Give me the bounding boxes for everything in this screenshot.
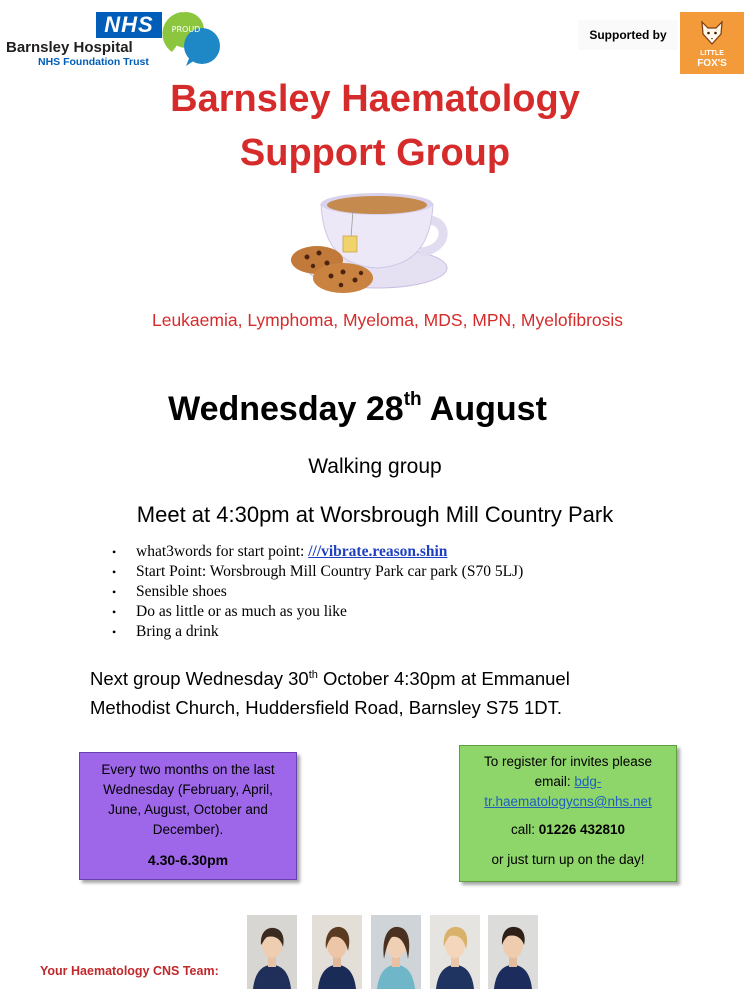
supported-by-label: Supported by <box>578 20 678 50</box>
walk-in-note: or just turn up on the day! <box>491 852 645 867</box>
list-item <box>112 542 523 562</box>
list-item: • Sensible shoes <box>112 582 523 602</box>
next-group-line1 <box>90 664 570 693</box>
meeting-point: Meet at 4:30pm at Worsbrough Mill Country Park <box>136 502 614 527</box>
register-box <box>459 745 677 882</box>
teacup-icon <box>285 180 455 302</box>
trust-name: NHS Foundation Trust <box>38 56 149 68</box>
phone-line <box>466 820 670 840</box>
next-group-info <box>90 664 570 722</box>
list-item: • Bring a drink <box>112 622 523 642</box>
conditions-list: Leukaemia, Lymphoma, Myeloma, MDS, MPN, Myelofibrosis <box>151 310 624 330</box>
team-photo <box>430 915 480 989</box>
title-line1: Barnsley Haematology <box>170 78 580 120</box>
activity-type: Walking group <box>308 455 442 478</box>
register-intro: To register for invites please email: <box>483 754 653 789</box>
sponsor-line1: LITTLE <box>700 50 724 57</box>
schedule-text: Every two months on the last Wednesday (February, April, June, August, October and December). <box>101 762 275 837</box>
what3words-link[interactable]: ///vibrate.reason.shin <box>308 543 448 560</box>
date-prefix: Wednesday 28 <box>168 390 404 428</box>
team-photo <box>312 915 362 989</box>
proud-logo-text: PROUD <box>171 25 201 34</box>
phone-number: 01226 432810 <box>538 822 626 837</box>
schedule-box <box>79 752 297 880</box>
hospital-name: Barnsley Hospital <box>6 39 133 56</box>
next-group-part1: Next group Wednesday 30 <box>90 668 309 689</box>
next-group-sup: th <box>308 669 318 681</box>
date-suffix: August <box>421 390 547 428</box>
event-info-list <box>112 542 523 642</box>
team-label: Your Haematology CNS Team: <box>40 964 219 978</box>
schedule-time: 4.30-6.30pm <box>147 852 229 868</box>
date-sup: th <box>403 389 422 410</box>
sponsor-line2: FOX'S <box>697 58 727 69</box>
team-photo <box>488 915 538 989</box>
next-group-line2: Methodist Church, Huddersfield Road, Barnsley S75 1DT. <box>90 697 562 718</box>
sponsor-logo <box>680 12 744 74</box>
email-link[interactable]: bdg-tr.haematologycns@nhs.net <box>484 774 652 809</box>
nhs-badge: NHS <box>96 12 162 38</box>
w3w-label: what3words for start point: <box>136 543 309 560</box>
list-item: • Do as little or as much as you like <box>112 602 523 622</box>
fox-icon <box>700 20 724 46</box>
nhs-logo <box>6 12 166 68</box>
next-group-part2: October 4:30pm at Emmanuel <box>317 668 570 689</box>
event-date <box>0 385 715 433</box>
team-photo <box>371 915 421 989</box>
list-item: • Start Point: Worsbrough Mill Country Park car park (S70 5LJ) <box>112 562 523 582</box>
title-line2: Support Group <box>239 132 511 174</box>
call-label: call: <box>510 822 539 837</box>
proud-logo <box>160 8 220 68</box>
register-text <box>466 752 670 812</box>
team-photo <box>247 915 297 989</box>
